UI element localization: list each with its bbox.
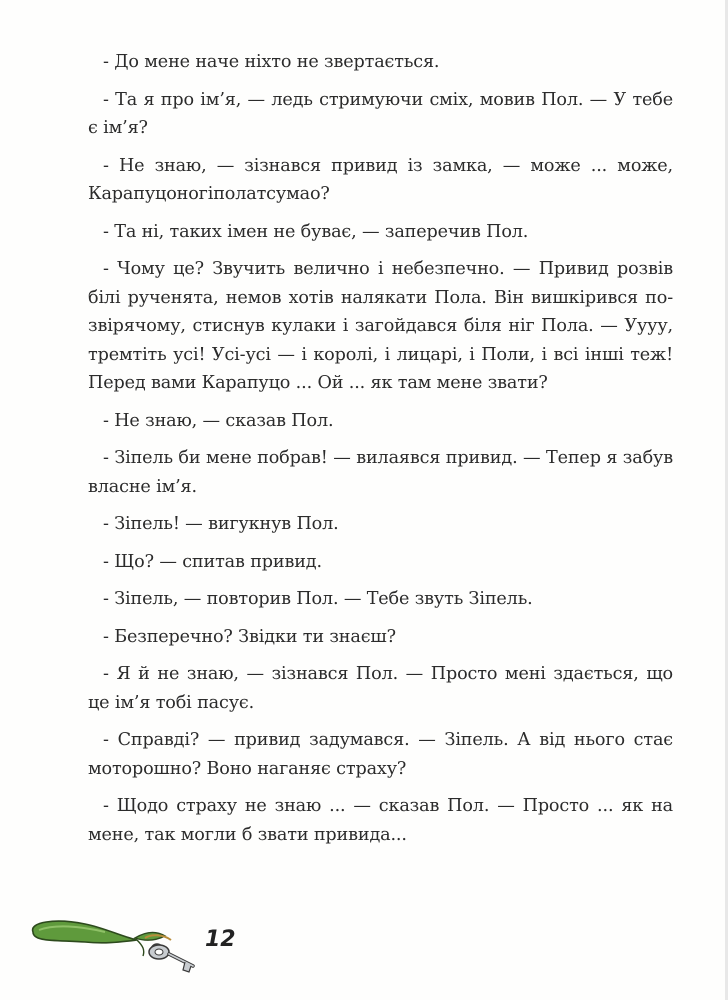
paragraph: - Зіпель би мене побрав! — вилаявся привид. — Тепер я забув власне ім’я. (88, 448, 673, 497)
paragraph: - Та ні, таких імен не буває, — заперечив Пол. (103, 221, 529, 242)
paragraph: - Справді? — привид задумався. — Зіпель. А від нього стає моторошно? Воно наганяє страху? (88, 730, 673, 779)
paragraph: - Безперечно? Звідки ти знаєш? (103, 626, 396, 647)
paragraph: - Щодо страху не знаю ... — сказав Пол. — Просто ... як на мене, так могли б звати привида... (88, 796, 673, 845)
paragraph: - Зіпель! — вигукнув Пол. (103, 514, 339, 534)
page-text (88, 48, 673, 849)
page-number: 12 (205, 927, 236, 952)
key-icon (145, 935, 193, 972)
paragraph: - Що? — спитав привид. (103, 551, 322, 572)
paragraph: - Я й не знаю, — зізнався Пол. — Просто мені здається, що це ім’я тобі пасує. (88, 664, 673, 713)
paragraph: - Та я про ім’я, — ледь стримуючи сміх, мовив Пол. — У тебе є ім’я? (88, 89, 673, 138)
paragraph: - Зіпель, — повторив Пол. — Тебе звуть Зіпель. (103, 589, 533, 609)
green-ribbon-icon (33, 921, 165, 956)
paragraph: - Не знаю, — зізнався привид із замка, — може ... може, Карапуцоногіполатсумао? (88, 155, 673, 204)
ribbon-key-illustration (25, 910, 285, 980)
paragraph: - Чому це? Звучить велично і небезпечно. — Привид розвів білі рученята, немов хотів налякати Пола. Він вишкірився по-звірячому, стиснув кулаки і загойдався біля ніг Пола. — Уууу, тремтіть усі! Усі-усі — і королі, і лицарі, і Поли, і всі інші теж! Перед вами Карапуцо ... Ой ... як там мене звати? (88, 259, 673, 393)
paragraph: - Не знаю, — сказав Пол. (103, 410, 334, 431)
paragraph: - До мене наче ніхто не звертається. (103, 52, 440, 72)
